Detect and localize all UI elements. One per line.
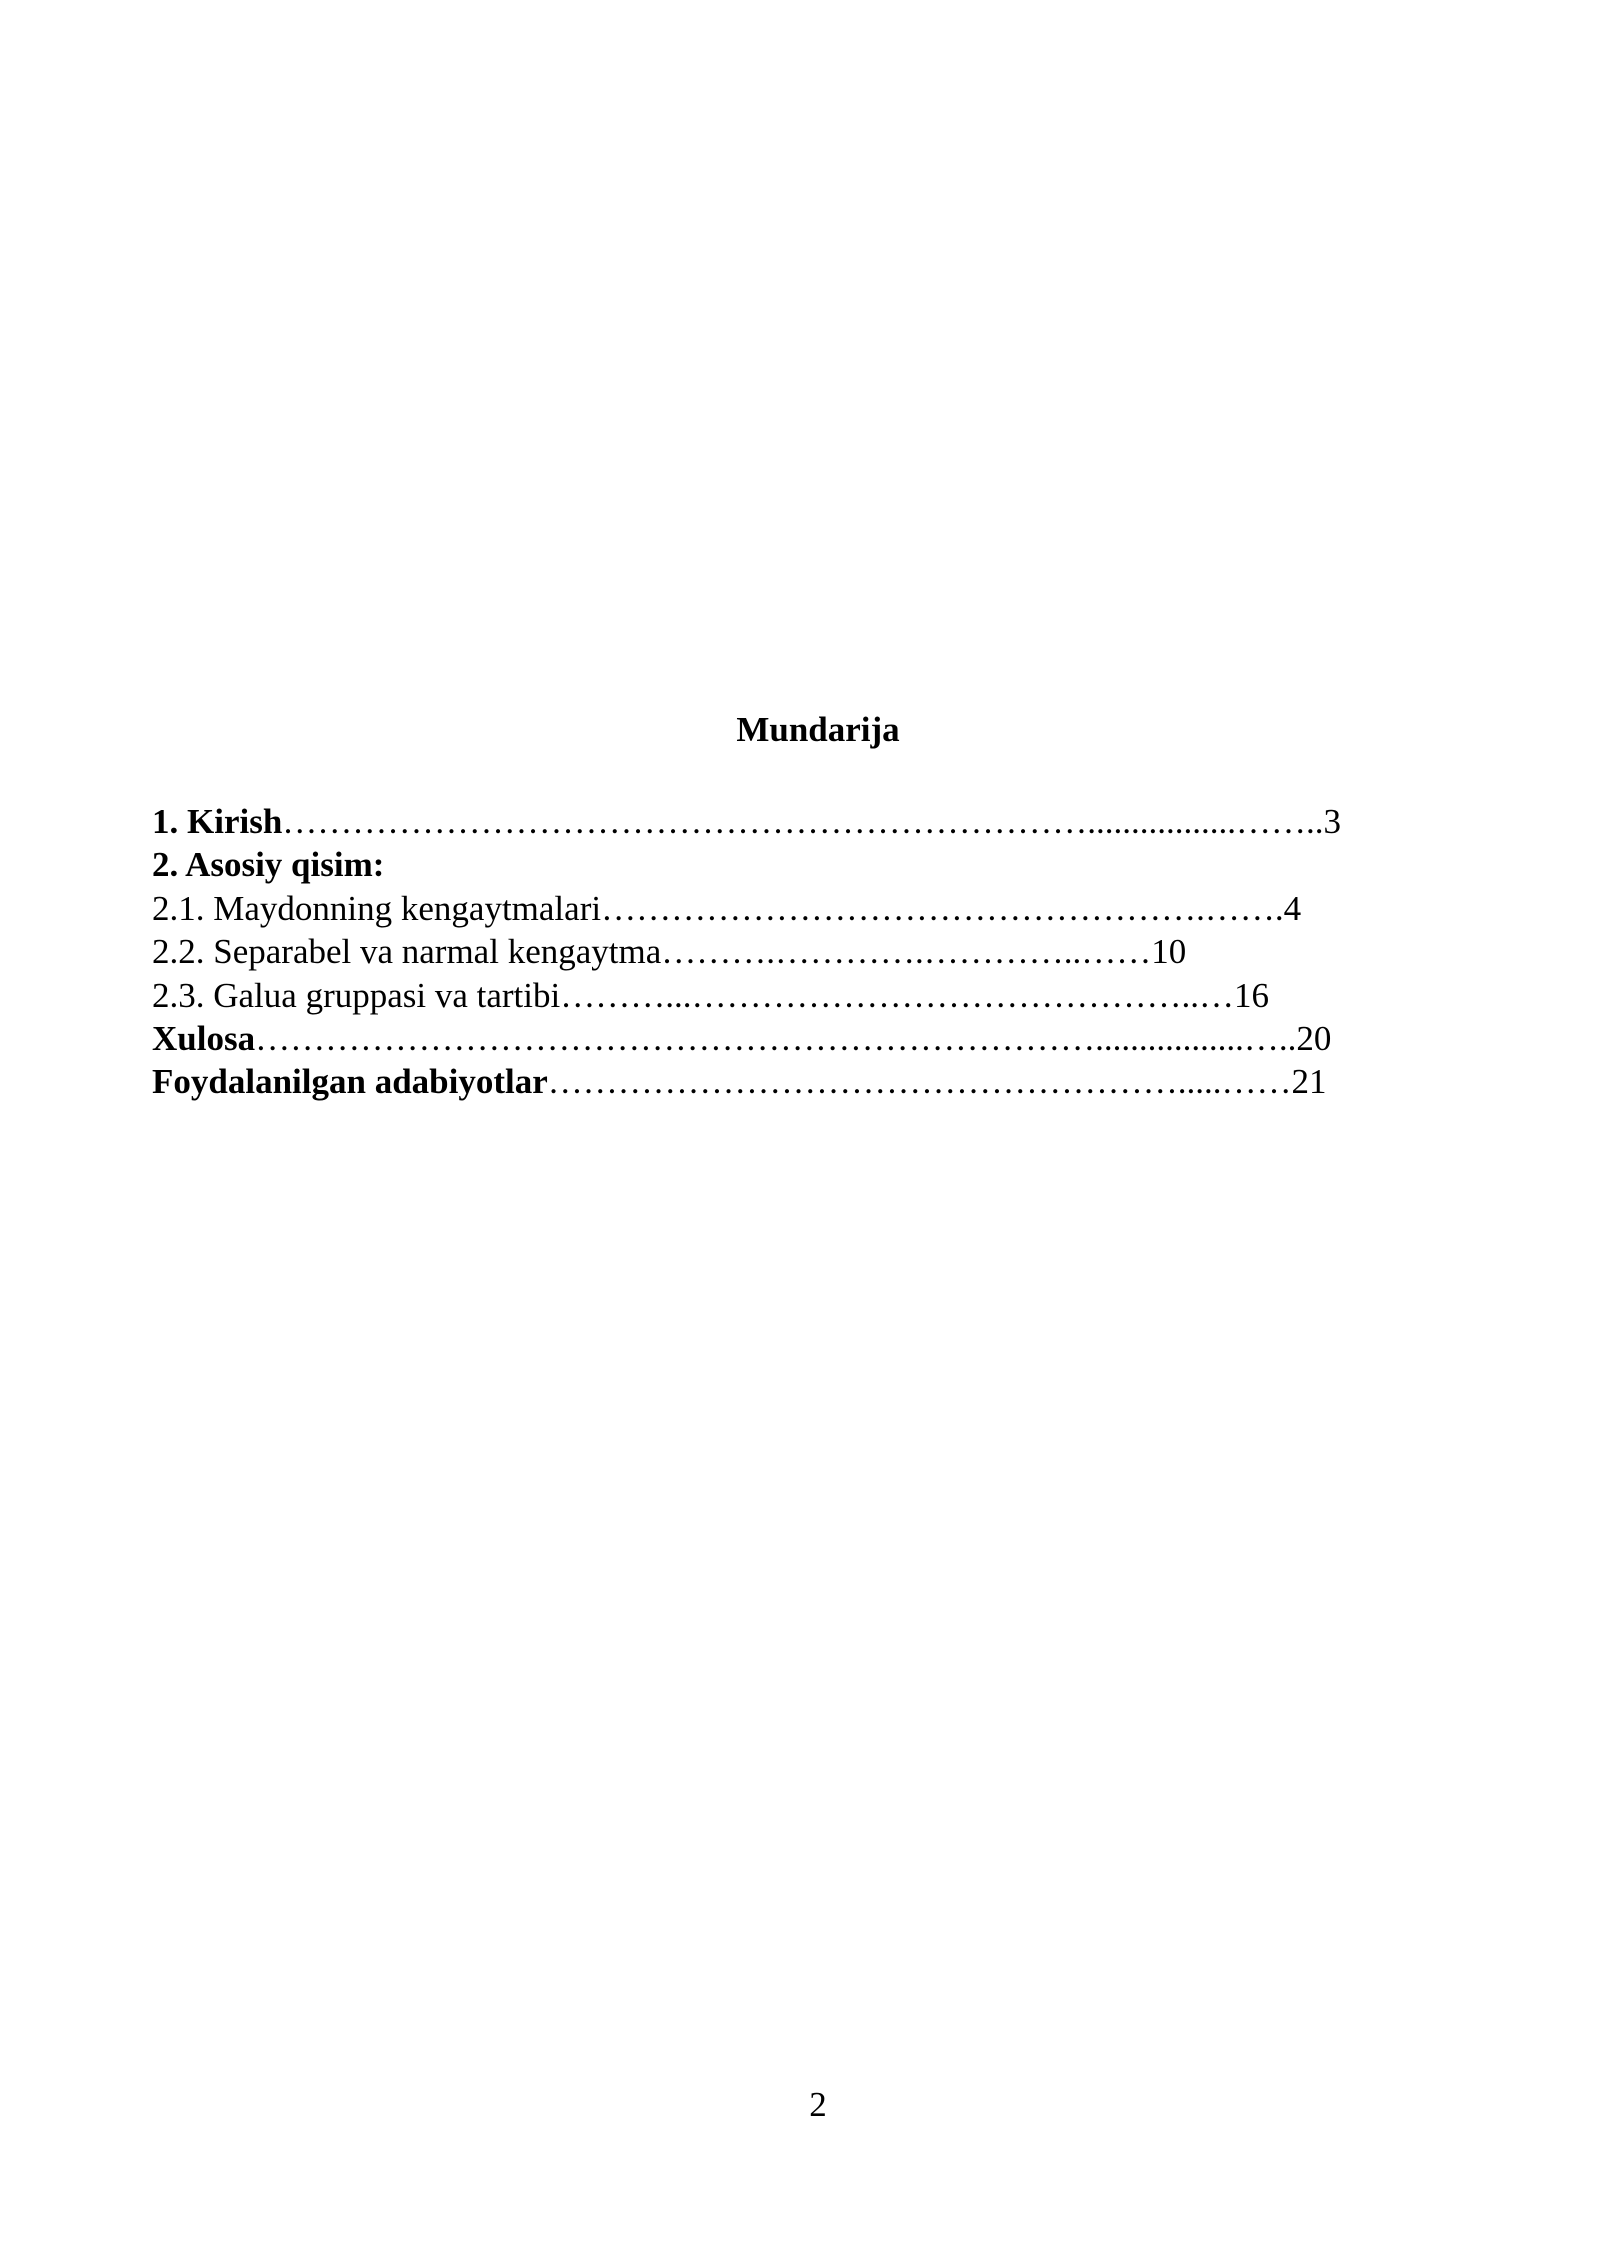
toc-entry-label: 2.3. Galua gruppasi va tartibi bbox=[152, 975, 561, 1015]
toc-entry-leader: ……………………………………………….....……21 bbox=[547, 1062, 1327, 1102]
page-number: 2 bbox=[809, 2085, 827, 2124]
toc-entry-label: 2. Asosiy qisim: bbox=[152, 845, 385, 885]
toc-entry-leader: ……….………….…………..……10 bbox=[661, 932, 1187, 972]
toc-entry-leader: …………………………………………………………….................……..3 bbox=[282, 802, 1342, 841]
toc-entry-leader: …………………………………………….…….4 bbox=[601, 888, 1302, 928]
toc-entry-label: Foydalanilgan adabiyotlar bbox=[152, 1062, 548, 1102]
toc-entry-foydalanilgan-adabiyotlar bbox=[152, 1060, 1472, 1103]
toc-entry-xulosa bbox=[152, 1017, 1472, 1060]
toc-entry-label: Xulosa bbox=[152, 1019, 256, 1059]
toc-title: Mundarija bbox=[736, 710, 900, 749]
toc-entry-galua-gruppasi bbox=[152, 974, 1472, 1017]
table-of-contents bbox=[152, 800, 1472, 1104]
toc-entry-kirish bbox=[152, 800, 1472, 843]
toc-entry-maydonning-kengaytmalari bbox=[152, 887, 1472, 930]
toc-entry-label: 2.2. Separabel va narmal kengaytma bbox=[152, 932, 662, 972]
toc-entry-leader: ……………………………………………………………….................…..20 bbox=[255, 1019, 1332, 1059]
toc-entry-leader: ………...……………………………………..…16 bbox=[560, 975, 1269, 1015]
toc-entry-asosiy-qisim bbox=[152, 843, 1472, 886]
toc-entry-separabel-kengaytma bbox=[152, 930, 1472, 973]
toc-entry-label: 2.1. Maydonning kengaytmalari bbox=[152, 888, 602, 928]
toc-entry-label: 1. Kirish bbox=[152, 802, 283, 841]
